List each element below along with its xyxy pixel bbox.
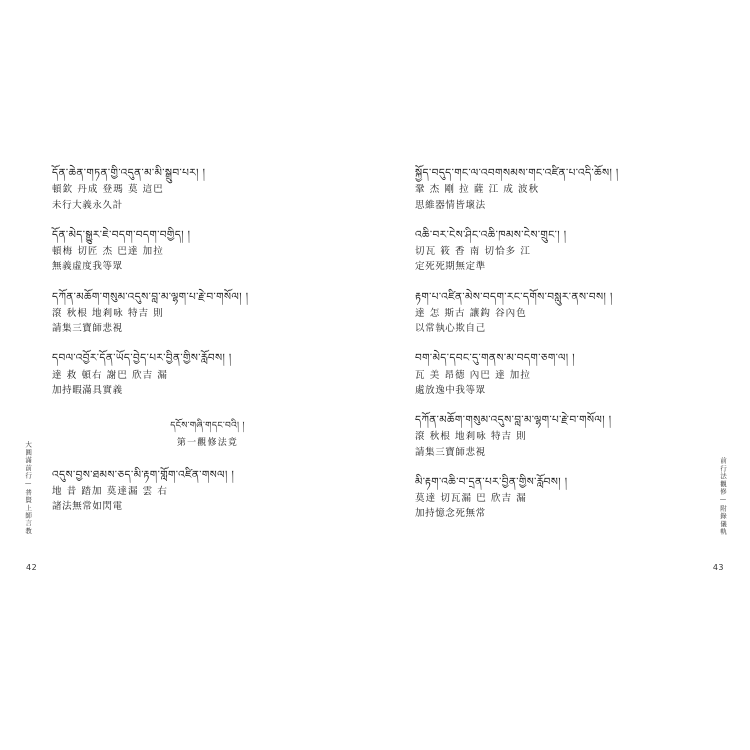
tibetan-line: འདུས་བྱས་ཐམས་ཅད་མི་རྟག་གློག་འཛིན་གསལ། ། [52,468,235,481]
transliteration-line: 地 昔 踏加 莫達漏 雲 右 [52,485,168,497]
stanza [52,350,335,398]
tibetan-line: དཀོན་མཆོག་གསུམ་འདུས་བླ་མ་ལྷག་པ་རྗེ་བ་གསོལ། ། [415,414,612,427]
chinese-line: 加持憶念死無常 [415,508,486,520]
chinese-line: 以常執心欺自己 [415,323,486,335]
tibetan-line: དཀོན་མཆོག་གསུམ་འདུས་བླ་མ་ལྷག་པ་རྗེ་བ་གསོལ། ། [52,290,249,303]
left-page-content [52,165,335,528]
stanza [52,289,335,337]
running-head: 前行法觀修—附錄儀軌 [719,456,727,535]
chinese-line: 請集三寶師悲視 [415,446,486,458]
page-gutter [374,150,375,590]
transliteration-line: 滾 秋根 地剎咏 特吉 則 [52,307,164,319]
section-break-chinese: 第一觀修法竟 [176,438,239,448]
right-page [375,0,750,750]
transliteration-line: 頓欽 丹成 登瑪 莫 這巴 [52,184,164,196]
stanza [52,165,335,213]
right-page-content [415,165,698,536]
transliteration-line: 頓梅 切匠 杰 巴達 加拉 [52,246,164,258]
tibetan-line: འཆི་བར་ངེས་ཤིང་འཆི་ཁམས་ངེས་གྲུང་། ། [415,228,567,241]
chinese-line: 思維器情皆壞法 [415,199,486,211]
section-break [52,420,335,450]
chinese-line: 處放逸中我等眾 [415,384,486,396]
stanza [415,227,698,275]
transliteration-line: 達 怎 斯古 讓鈎 谷內色 [415,307,527,319]
transliteration-line: 鞏 杰 剛 拉 薩 江 成 波秋 [415,184,540,196]
chinese-line: 定死死期無定準 [415,261,486,273]
stanza [415,289,698,337]
tibetan-line: དོན་མེད་སྒྱུར་ཇེ་བདག་བདག་བགྱིད། ། [52,228,191,241]
stanza [415,412,698,460]
page-number: 43 [712,563,724,572]
chinese-line: 未行大義永久計 [52,199,123,211]
tibetan-line: མི་རྟག་འཆི་བ་དྲན་པར་བྱིན་གྱིས་རློབས། ། [415,475,568,488]
stanza [415,350,698,398]
section-break-tibetan: དངོས་གཞི་གདང་བའི། ། [170,421,245,432]
transliteration-line: 莫達 切瓦漏 巴 欣吉 漏 [415,493,527,505]
tibetan-line: དབལ་འབྱོར་དོན་ཡོད་བྱེད་པར་བྱིན་གྱིས་རློབས། ། [52,352,232,365]
chinese-line: 無義虛度我等眾 [52,261,123,273]
transliteration-line: 瓦 美 昂德 內巴 達 加拉 [415,369,531,381]
stanza [415,165,698,213]
transliteration-line: 滾 秋根 地剎咏 特吉 則 [415,431,527,443]
tibetan-line: རྟག་པ་འཛིན་མེས་བདག་རང་དགོས་བསླུར་ནས་བས། ། [415,290,613,303]
stanza [52,227,335,275]
tibetan-line: བག་མེད་དབང་དུ་གནས་མ་བདག་ཅག་ལ། ། [415,352,575,365]
stanza [415,474,698,522]
tibetan-line: སྐྱོད་བདུད་གང་ལ་འབགསམས་གང་འཛིན་པ་འདི་ཆོས། ། [415,167,619,179]
page-number: 42 [26,563,38,572]
chinese-line: 加持暇滿具實義 [52,384,123,396]
tibetan-line: དོན་ཆེན་གཏན་གྱི་འདུན་མ་མི་སྒྲུབ་པར། ། [52,167,206,179]
stanza [52,467,335,515]
transliteration-line: 達 救 頓右 謝巴 欣吉 漏 [52,369,168,381]
transliteration-line: 切瓦 筱 香 南 切恰多 江 [415,246,531,258]
chinese-line: 諸法無常如閃電 [52,501,123,513]
chinese-line: 請集三寶師悲視 [52,323,123,335]
running-head: 大圓滿前行—普賢上師言教 [24,441,33,535]
